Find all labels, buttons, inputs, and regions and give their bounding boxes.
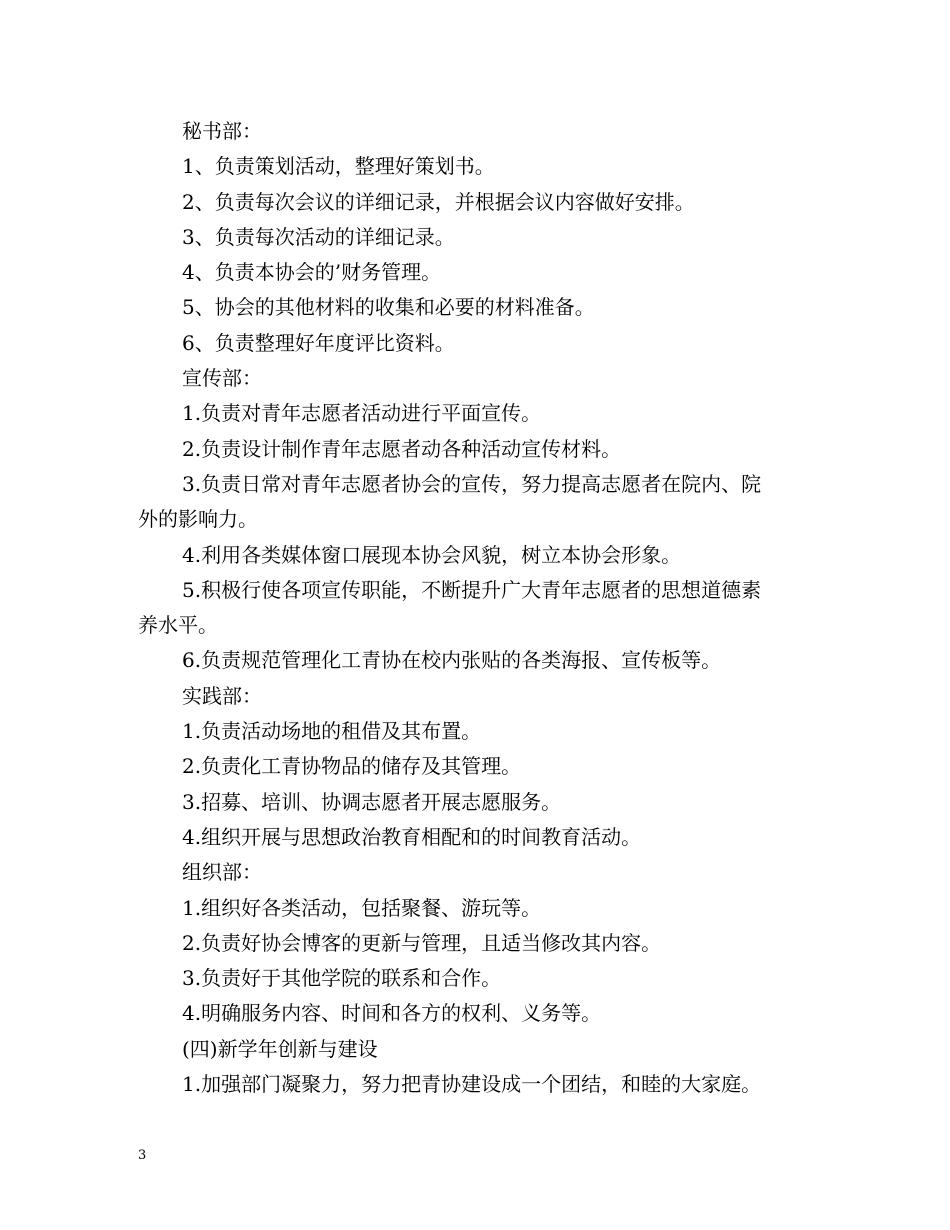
paragraph: 6.负责规范管理化工青协在校内张贴的各类海报、宣传板等。	[182, 648, 722, 673]
paragraph: 4、负责本协会的’财务管理。	[182, 260, 442, 285]
paragraph: 3.招募、培训、协调志愿者开展志愿服务。	[182, 789, 562, 814]
paragraph: 6、负责整理好年度评比资料。	[182, 330, 455, 355]
page-number: 3	[138, 1148, 147, 1163]
paragraph: 1、负责策划活动，整理好策划书。	[182, 154, 495, 179]
paragraph: 5、协会的其他材料的收集和必要的材料准备。	[182, 295, 595, 320]
paragraph: 4.利用各类媒体窗口展现本协会风貌，树立本协会形象。	[182, 542, 682, 567]
paragraph: 1.负责活动场地的租借及其布置。	[182, 719, 482, 744]
paragraph: 4.组织开展与思想政治教育相配和的时间教育活动。	[182, 824, 642, 849]
heading-organization: 组织部：	[182, 860, 262, 885]
paragraph: 2.负责好协会博客的更新与管理，且适当修改其内容。	[182, 930, 662, 955]
paragraph: 2.负责化工青协物品的储存及其管理。	[182, 754, 522, 779]
paragraph: 4.明确服务内容、时间和各方的权利、义务等。	[182, 1001, 602, 1026]
paragraph: 3、负责每次活动的详细记录。	[182, 224, 455, 249]
paragraph: 2.负责设计制作青年志愿者动各种活动宣传材料。	[182, 436, 622, 461]
section-heading-innovation: (四)新学年创新与建设	[182, 1036, 378, 1061]
paragraph: 1.组织好各类活动，包括聚餐、游玩等。	[182, 895, 542, 920]
paragraph: 2、负责每次会议的详细记录，并根据会议内容做好安排。	[182, 189, 695, 214]
paragraph: 1.负责对青年志愿者活动进行平面宣传。	[182, 401, 542, 426]
paragraph: 3.负责好于其他学院的联系和合作。	[182, 966, 502, 991]
paragraph: 1.加强部门凝聚力，努力把青协建设成一个团结，和睦的大家庭。	[182, 1072, 762, 1097]
paragraph-continuation: 外的影响力。	[138, 507, 258, 532]
heading-secretariat: 秘书部：	[182, 119, 262, 143]
document-body	[138, 114, 818, 1102]
paragraph-continuation: 养水平。	[138, 613, 218, 638]
heading-publicity: 宣传部：	[182, 366, 262, 391]
heading-practice: 实践部：	[182, 683, 262, 708]
paragraph: 5.积极行使各项宣传职能，不断提升广大青年志愿者的思想道德素	[182, 577, 762, 602]
paragraph: 3.负责日常对青年志愿者协会的宣传，努力提高志愿者在院内、院	[182, 471, 762, 496]
